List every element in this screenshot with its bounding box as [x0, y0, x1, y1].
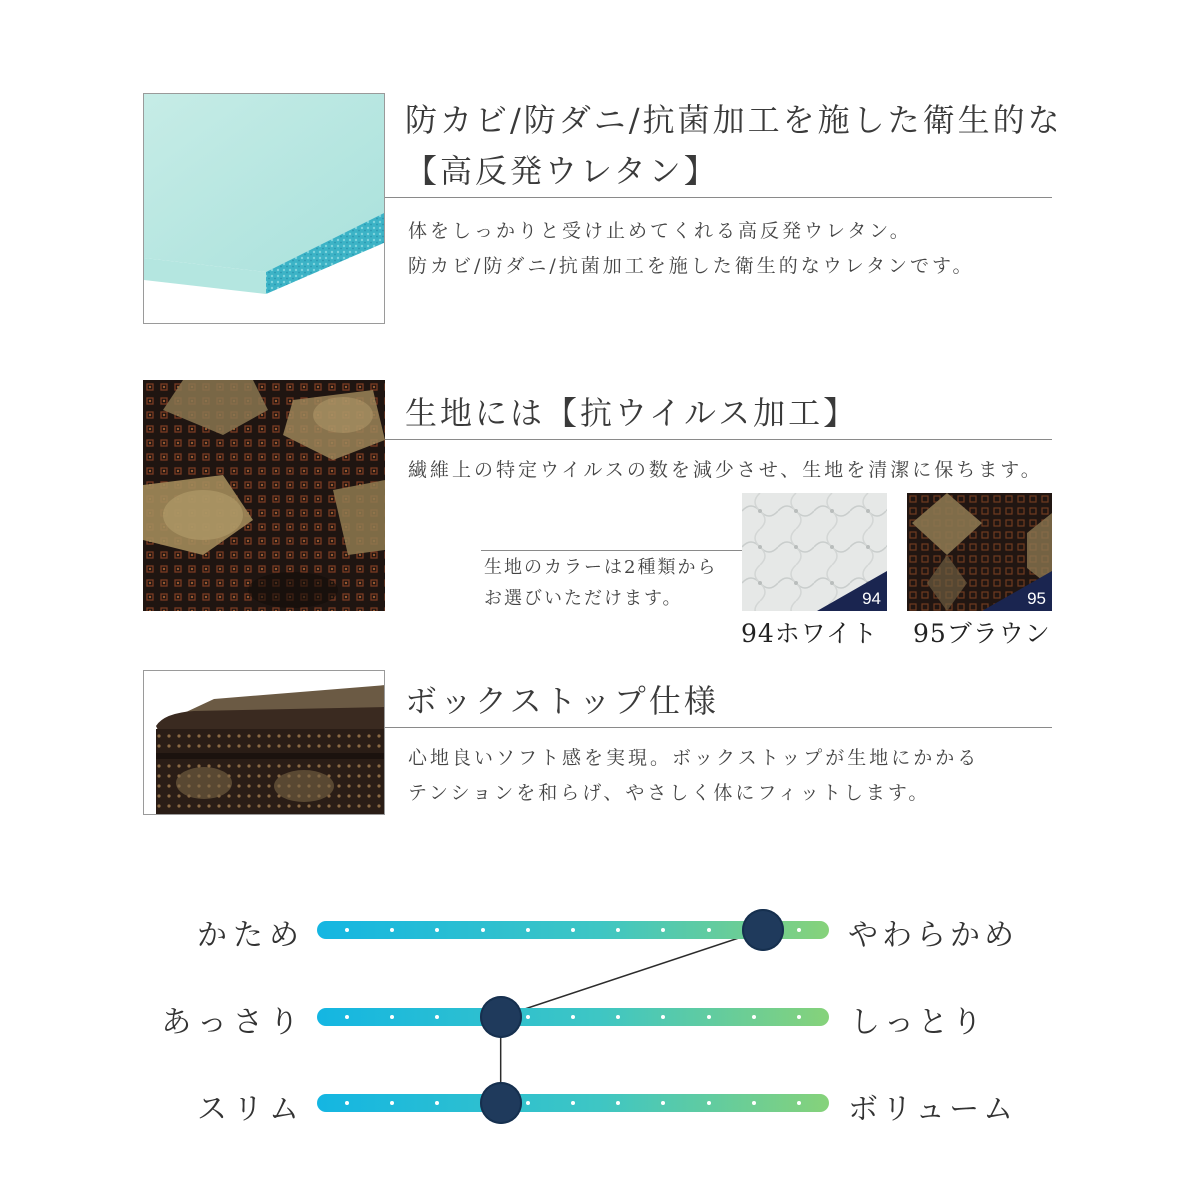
boxtop-divider: [385, 727, 1052, 728]
scale-tick-dot: [707, 1101, 711, 1105]
swatch-white-label: 94ホワイト: [741, 619, 879, 648]
scale-tick-dot: [571, 1015, 575, 1019]
scale-volume-track: [317, 1094, 829, 1112]
swatch-brown-label: 95ブラウン: [913, 619, 1051, 648]
swatch-white: [742, 493, 887, 611]
boxtop-title: ボックストップ仕様: [405, 682, 719, 720]
scale-tick-dot: [797, 1015, 801, 1019]
urethane-title-line2: 【高反発ウレタン】: [405, 152, 719, 190]
scale-volume-right-label: ボリューム: [848, 1092, 1018, 1127]
scale-tick-dot: [390, 1015, 394, 1019]
fabric-closeup-image: [143, 380, 385, 611]
scale-tick-dot: [752, 1015, 756, 1019]
scale-firmness-right-label: やわらかめ: [848, 918, 1018, 953]
fabric-divider: [385, 439, 1052, 440]
scale-tick-dot: [707, 928, 711, 932]
fabric-title: 生地には【抗ウイルス加工】: [405, 394, 859, 432]
scale-tick-dot: [571, 1101, 575, 1105]
scale-tick-dot: [616, 928, 620, 932]
scale-tick-dot: [571, 928, 575, 932]
scale-moisture-track: [317, 1008, 829, 1026]
urethane-desc-line2: 防カビ/防ダニ/抗菌加工を施した衛生的なウレタンです。: [408, 255, 975, 277]
color-note-line2: お選びいただけます。: [484, 588, 683, 609]
scale-tick-dot: [345, 928, 349, 932]
urethane-divider: [385, 197, 1052, 198]
scale-tick-dot: [526, 1015, 530, 1019]
scale-tick-dot: [752, 1101, 756, 1105]
scale-moisture-left-label: あっさり: [161, 1005, 305, 1040]
scale-tick-dot: [616, 1015, 620, 1019]
urethane-foam-image: [143, 93, 385, 324]
boxtop-desc-line2: テンションを和らげ、やさしく体にフィットします。: [408, 782, 931, 804]
scale-volume-left-label: スリム: [197, 1092, 305, 1127]
scale-tick-dot: [390, 1101, 394, 1105]
scale-firmness-left-label: かため: [197, 918, 305, 953]
scale-tick-dot: [345, 1101, 349, 1105]
connector-firmness-to-moisture: [501, 930, 763, 1017]
boxtop-desc-line1: 心地良いソフト感を実現。ボックストップが生地にかかる: [408, 747, 980, 769]
scale-tick-dot: [797, 928, 801, 932]
scale-moisture-right-label: しっとり: [850, 1005, 986, 1040]
scale-tick-dot: [526, 1101, 530, 1105]
scale-tick-dot: [390, 928, 394, 932]
scale-tick-dot: [435, 1101, 439, 1105]
scale-tick-dot: [526, 928, 530, 932]
urethane-desc-line1: 体をしっかりと受け止めてくれる高反発ウレタン。: [408, 220, 912, 242]
swatch-brown-number: 95: [1027, 589, 1046, 608]
scale-tick-dot: [797, 1101, 801, 1105]
swatch-brown: [907, 493, 1052, 611]
scale-tick-dot: [661, 928, 665, 932]
swatch-white-number: 94: [862, 589, 881, 608]
urethane-title-line1: 防カビ/防ダニ/抗菌加工を施した衛生的な: [405, 101, 1063, 139]
scale-moisture-knob: [480, 996, 522, 1038]
scale-tick-dot: [345, 1015, 349, 1019]
scale-tick-dot: [707, 1015, 711, 1019]
scale-firmness-knob: [742, 909, 784, 951]
scale-tick-dot: [616, 1101, 620, 1105]
boxtop-mattress-image: [143, 670, 385, 815]
scale-tick-dot: [435, 928, 439, 932]
fabric-desc: 繊維上の特定ウイルスの数を減少させ、生地を清潔に保ちます。: [408, 459, 1043, 481]
scale-tick-dot: [661, 1101, 665, 1105]
color-note-divider: [481, 550, 746, 551]
color-note-line1: 生地のカラーは2種類から: [484, 557, 718, 578]
scale-volume-knob: [480, 1082, 522, 1124]
scale-tick-dot: [661, 1015, 665, 1019]
scale-tick-dot: [435, 1015, 439, 1019]
scale-tick-dot: [481, 928, 485, 932]
